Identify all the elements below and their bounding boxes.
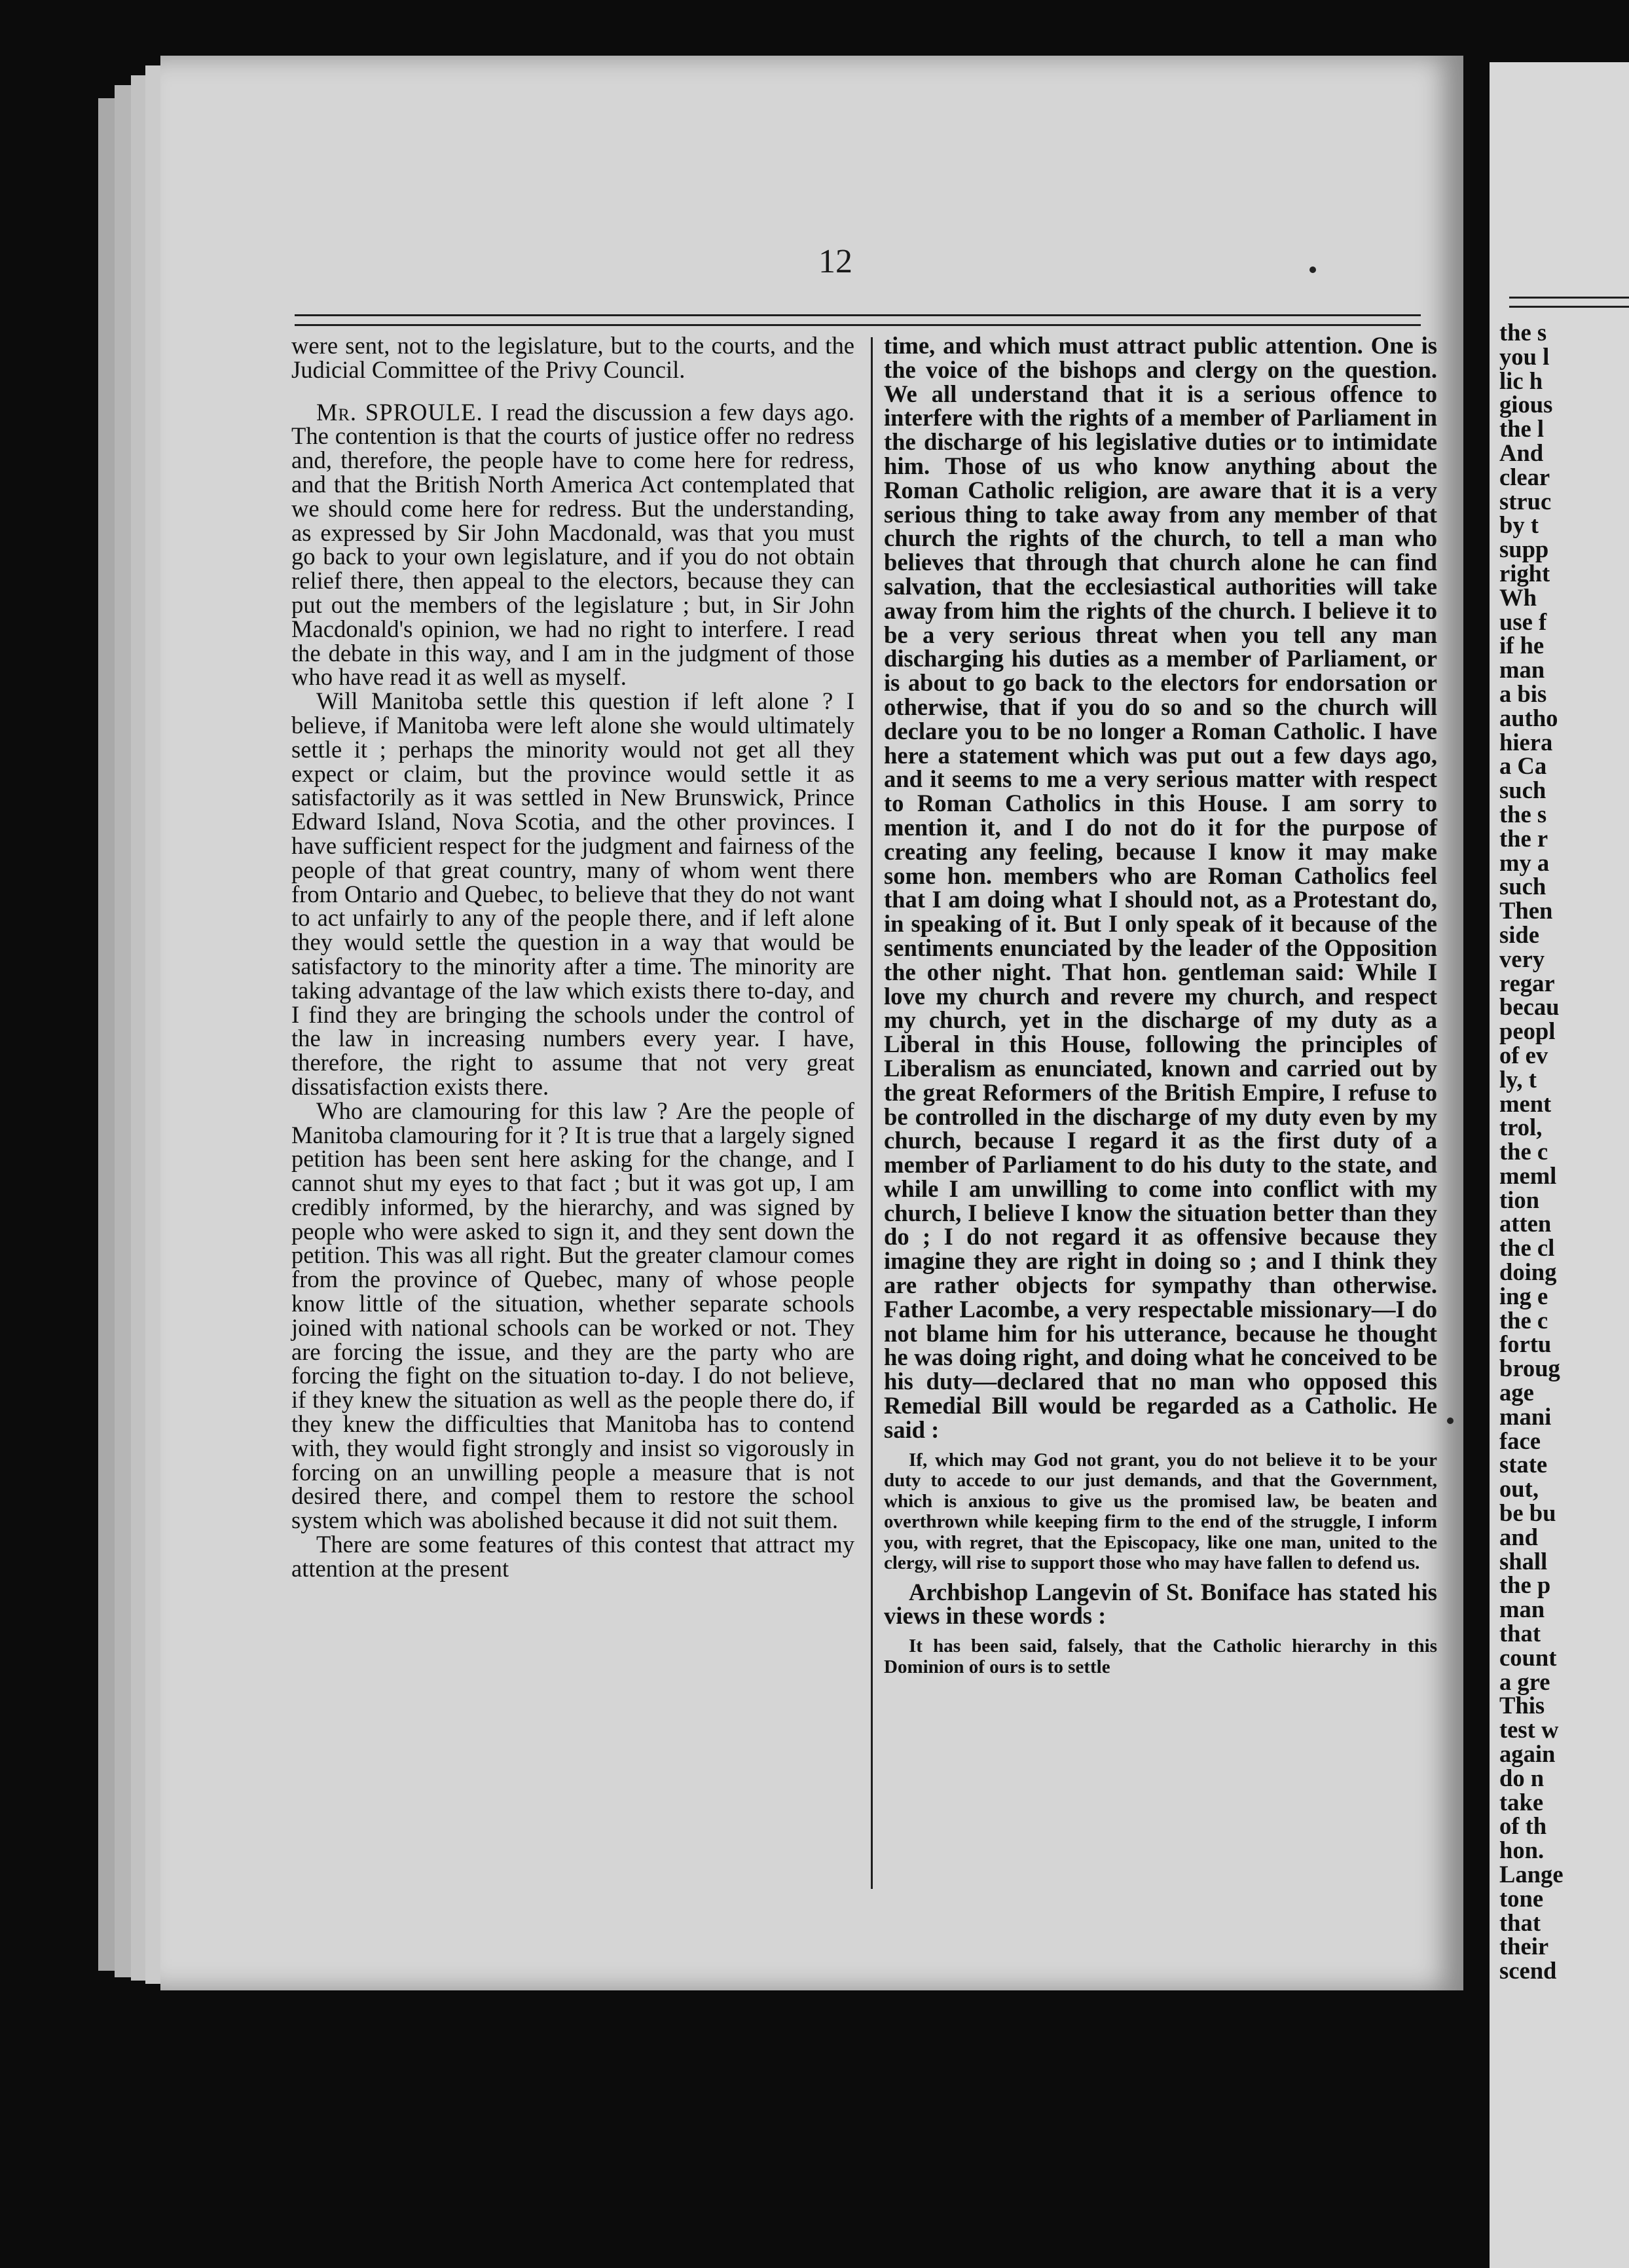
- adjacent-page-line: such: [1499, 873, 1547, 900]
- adjacent-page-line: the c: [1499, 1306, 1548, 1334]
- adjacent-page-line: regar: [1499, 969, 1555, 997]
- speech-paragraph: [291, 398, 854, 691]
- adjacent-page-line: count: [1499, 1643, 1557, 1671]
- adjacent-page-line: my a: [1499, 849, 1550, 876]
- quotation: If, which may God not grant, you do not believe it to be your duty to accede to our just demands, and that the Government, which is anxious to give us the promised law, be beaten and overthrown while keeping firm to the end of the struggle, I inform you, with regret, that the Episcopacy, like one man, united to the clergy, will rise to support those who may have fallen to defend us.: [884, 1449, 1437, 1574]
- adjacent-page-line: man: [1499, 1596, 1545, 1623]
- speech-paragraph: Who are clamouring for this law ? Are the people of Manitoba clamouring for it ? It is true that a largely signed petition has been sent here asking for the change, and I cannot shut my eyes to that fact ; but it was got up, I am credibly informed, by the hierarchy, and was signed by people who were asked to sign it, and they sent down the petition. This was all right. But the greater clamour comes from the province of Quebec, many of whose people know little of the situation, whether separate schools joined with national schools can be worked or not. They are forcing the issue, and they are the party who are forcing the fight on the situation to-day. I do not believe, if they knew the situation as well as the people there do, if they knew the difficulties that Manitoba has to contend with, they would fight strongly and insist so vigorously in forcing on an unwilling people a measure that is not desired there, and compel them to restore the school system which was abolished because it did not suit them.: [291, 1097, 854, 1534]
- adjacent-page-line: face: [1499, 1427, 1541, 1454]
- speech-text: I read the discussion a few days ago. The contention is that the courts of justice offer no redress and, therefore, the people have to come here for redress, and that the British North America Act contemplated that we should come here for redress. But the understanding, as expressed by Sir John Macdonald, was that you must go back to your own legislature, and if you do not obtain relief there, then appeal to the electors, because they can put out the members of the legislature ; but, in Sir John Macdonald's opinion, we had no right to interfere. I read the debate in this way, and I am in the judgment of those who have read it as well as myself.: [291, 398, 854, 691]
- adjacent-page-line: right: [1499, 559, 1550, 587]
- adjacent-page-line: and: [1499, 1523, 1538, 1550]
- column-divider: [871, 337, 873, 1889]
- adjacent-page-text: [1499, 321, 1629, 1983]
- adjacent-page-line: the l: [1499, 415, 1545, 443]
- adjacent-page-line: clear: [1499, 463, 1550, 490]
- adjacent-page-line: out,: [1499, 1475, 1539, 1503]
- quotation: It has been said, falsely, that the Catholic hierarchy in this Dominion of ours is to settle: [884, 1636, 1437, 1677]
- adjacent-page-line: trol,: [1499, 1114, 1543, 1141]
- adjacent-page-line: again: [1499, 1740, 1556, 1768]
- document-page: [160, 56, 1463, 1990]
- adjacent-page-line: you l: [1499, 342, 1550, 370]
- adjacent-page-line: use f: [1499, 608, 1547, 635]
- page-number: 12: [818, 243, 852, 280]
- right-column: [884, 334, 1437, 1684]
- adjacent-page-line: struc: [1499, 487, 1552, 515]
- adjacent-page-line: by t: [1499, 511, 1539, 539]
- header-rule: [1509, 306, 1629, 308]
- adjacent-page-line: the p: [1499, 1571, 1551, 1599]
- adjacent-page-line: tone: [1499, 1884, 1544, 1912]
- adjacent-page-line: a bis: [1499, 680, 1547, 707]
- ink-dot: [1447, 1418, 1454, 1424]
- adjacent-page-line: Wh: [1499, 583, 1537, 611]
- adjacent-page-line: hon.: [1499, 1837, 1545, 1864]
- adjacent-page-line: ly, t: [1499, 1065, 1537, 1093]
- adjacent-page-line: man: [1499, 656, 1545, 684]
- adjacent-page-line: ment: [1499, 1089, 1552, 1117]
- adjacent-page-line: such: [1499, 777, 1547, 804]
- adjacent-page-line: the c: [1499, 1138, 1548, 1165]
- adjacent-page-line: doing: [1499, 1258, 1557, 1286]
- adjacent-page-line: the r: [1499, 824, 1548, 852]
- adjacent-page-line: side: [1499, 921, 1539, 948]
- adjacent-page-line: lic h: [1499, 367, 1543, 394]
- adjacent-page-line: of th: [1499, 1812, 1547, 1840]
- adjacent-page-line: And: [1499, 439, 1544, 466]
- adjacent-page-line: atten: [1499, 1210, 1552, 1237]
- left-column: [291, 334, 854, 1581]
- adjacent-page-line: autho: [1499, 704, 1558, 731]
- adjacent-page-line: becau: [1499, 993, 1560, 1021]
- adjacent-page-line: supp: [1499, 536, 1549, 563]
- adjacent-page-line: tion: [1499, 1186, 1539, 1213]
- adjacent-page-line: the s: [1499, 319, 1547, 346]
- adjacent-page-line: This: [1499, 1692, 1545, 1719]
- adjacent-page-line: broug: [1499, 1355, 1560, 1382]
- adjacent-page-line: if he: [1499, 632, 1545, 659]
- adjacent-page-line: test w: [1499, 1716, 1559, 1744]
- adjacent-page-line: gious: [1499, 391, 1553, 418]
- adjacent-page-line: the cl: [1499, 1234, 1555, 1262]
- header-rule: [1509, 297, 1629, 299]
- adjacent-page-line: shall: [1499, 1547, 1548, 1575]
- header-rule: [295, 324, 1421, 326]
- speaker-name: Mr. SPROULE.: [316, 398, 483, 426]
- adjacent-page-line: peopl: [1499, 1017, 1556, 1045]
- adjacent-page-line: of ev: [1499, 1041, 1548, 1069]
- adjacent-page-line: fortu: [1499, 1330, 1552, 1358]
- header-rule: [295, 314, 1421, 316]
- adjacent-page-line: meml: [1499, 1161, 1557, 1189]
- continuation-paragraph: were sent, not to the legislature, but to the courts, and the Judicial Committee of the Privy Council.: [291, 332, 854, 383]
- adjacent-page-line: scend: [1499, 1957, 1557, 1985]
- adjacent-page-line: age: [1499, 1379, 1534, 1406]
- speech-paragraph: Will Manitoba settle this question if left alone ? I believe, if Manitoba were left alone she would ultimately settle it ; perhaps the minority would not get all they expect or claim, but the province would settle it as satisfactorily as it was settled in New Brunswick, Prince Edward Island, Nova Scotia, and the other provinces. I have sufficient respect for the judgment and fairness of the people of that great country, many of whom went there from Ontario and Quebec, to believe that they do not want to act unfairly to any of the people there, and if left alone they would settle the question in a way that would be satisfactory to the minority after a time. The minority are taking advantage of the law which exists there to-day, and I find they are bringing the schools under the control of the law in increasing numbers every year. I have, therefore, the right to assume that not very great dissatisfaction exists there.: [291, 687, 854, 1100]
- adjacent-page-line: very: [1499, 945, 1545, 972]
- adjacent-page-line: the s: [1499, 800, 1547, 828]
- adjacent-page-line: Lange: [1499, 1861, 1564, 1888]
- adjacent-page-line: take: [1499, 1788, 1544, 1816]
- adjacent-page-line: be bu: [1499, 1499, 1556, 1527]
- speech-paragraph: time, and which must attract public attention. One is the voice of the bishops and clergy on the question. We all understand that it is a serious offence to interfere with the rights of a member of Parliament in the discharge of his legislative duties or to intimidate him. Those of us who know anything about the Roman Catholic religion, are aware that it is a very serious thing to take away from any member of that church the rights of the church, to tell a man who believes that through that church alone he can find salvation, that the ecclesiastical authorities will take away from him the rights of the church. I believe it to be a very serious threat when you tell any man discharging his duties as a member of Parliament, or is about to go back to the electors for endorsation or otherwise, that if you do so and so the church will declare you to be no longer a Roman Catholic. I have here a statement which was put out a few days ago, and it seems to me a very serious matter with respect to Roman Catholics in this House. I am sorry to mention it, and I do not do it for the purpose of creating any feeling, because I know it may make some hon. members who are Roman Catholics feel that I am doing what I should not, as a Protestant do, in speaking of it. But I only speak of it because of the sentiments enunciated by the leader of the Opposition the other night. That hon. gentleman said: While I love my church and revere my church, and respect my church, yet in the discharge of my duty as a Liberal in this House, following the principles of Liberalism as enunciated, known and carried out by the great Reformers of the British Empire, I refuse to be controlled in the discharge of my duty even by my church, because I regard it as the first duty of a member of Parliament to do his duty to the state, and while I am unwilling to come into conflict with my church, I believe I know the situation better than they do ; I do not regard it as offensive because they imagine they are right in doing so ; and I think they are rather objects for sympathy than otherwise. Father Lacombe, a very respectable missionary—I do not blame him for his utterance, because he thought he was doing right, and doing what he conceived to be his duty—declared that no man who opposed this Remedial Bill would be regarded as a Catholic. He said :: [884, 332, 1437, 1443]
- speech-paragraph: Archbishop Langevin of St. Boniface has stated his views in these words :: [884, 1578, 1437, 1630]
- ink-dot: [1309, 266, 1316, 273]
- adjacent-page-line: a Ca: [1499, 752, 1547, 780]
- speech-paragraph: There are some features of this contest that attract my attention at the present: [291, 1531, 854, 1582]
- adjacent-page: [1490, 62, 1629, 2268]
- adjacent-page-line: ing e: [1499, 1282, 1548, 1309]
- adjacent-page-line: that: [1499, 1620, 1541, 1647]
- adjacent-page-line: that: [1499, 1909, 1541, 1936]
- adjacent-page-line: do n: [1499, 1764, 1545, 1791]
- adjacent-page-line: state: [1499, 1451, 1548, 1478]
- adjacent-page-line: their: [1499, 1933, 1549, 1960]
- adjacent-page-line: Then: [1499, 897, 1553, 924]
- adjacent-page-line: mani: [1499, 1402, 1552, 1430]
- adjacent-page-line: a gre: [1499, 1668, 1550, 1695]
- adjacent-page-line: hiera: [1499, 728, 1553, 756]
